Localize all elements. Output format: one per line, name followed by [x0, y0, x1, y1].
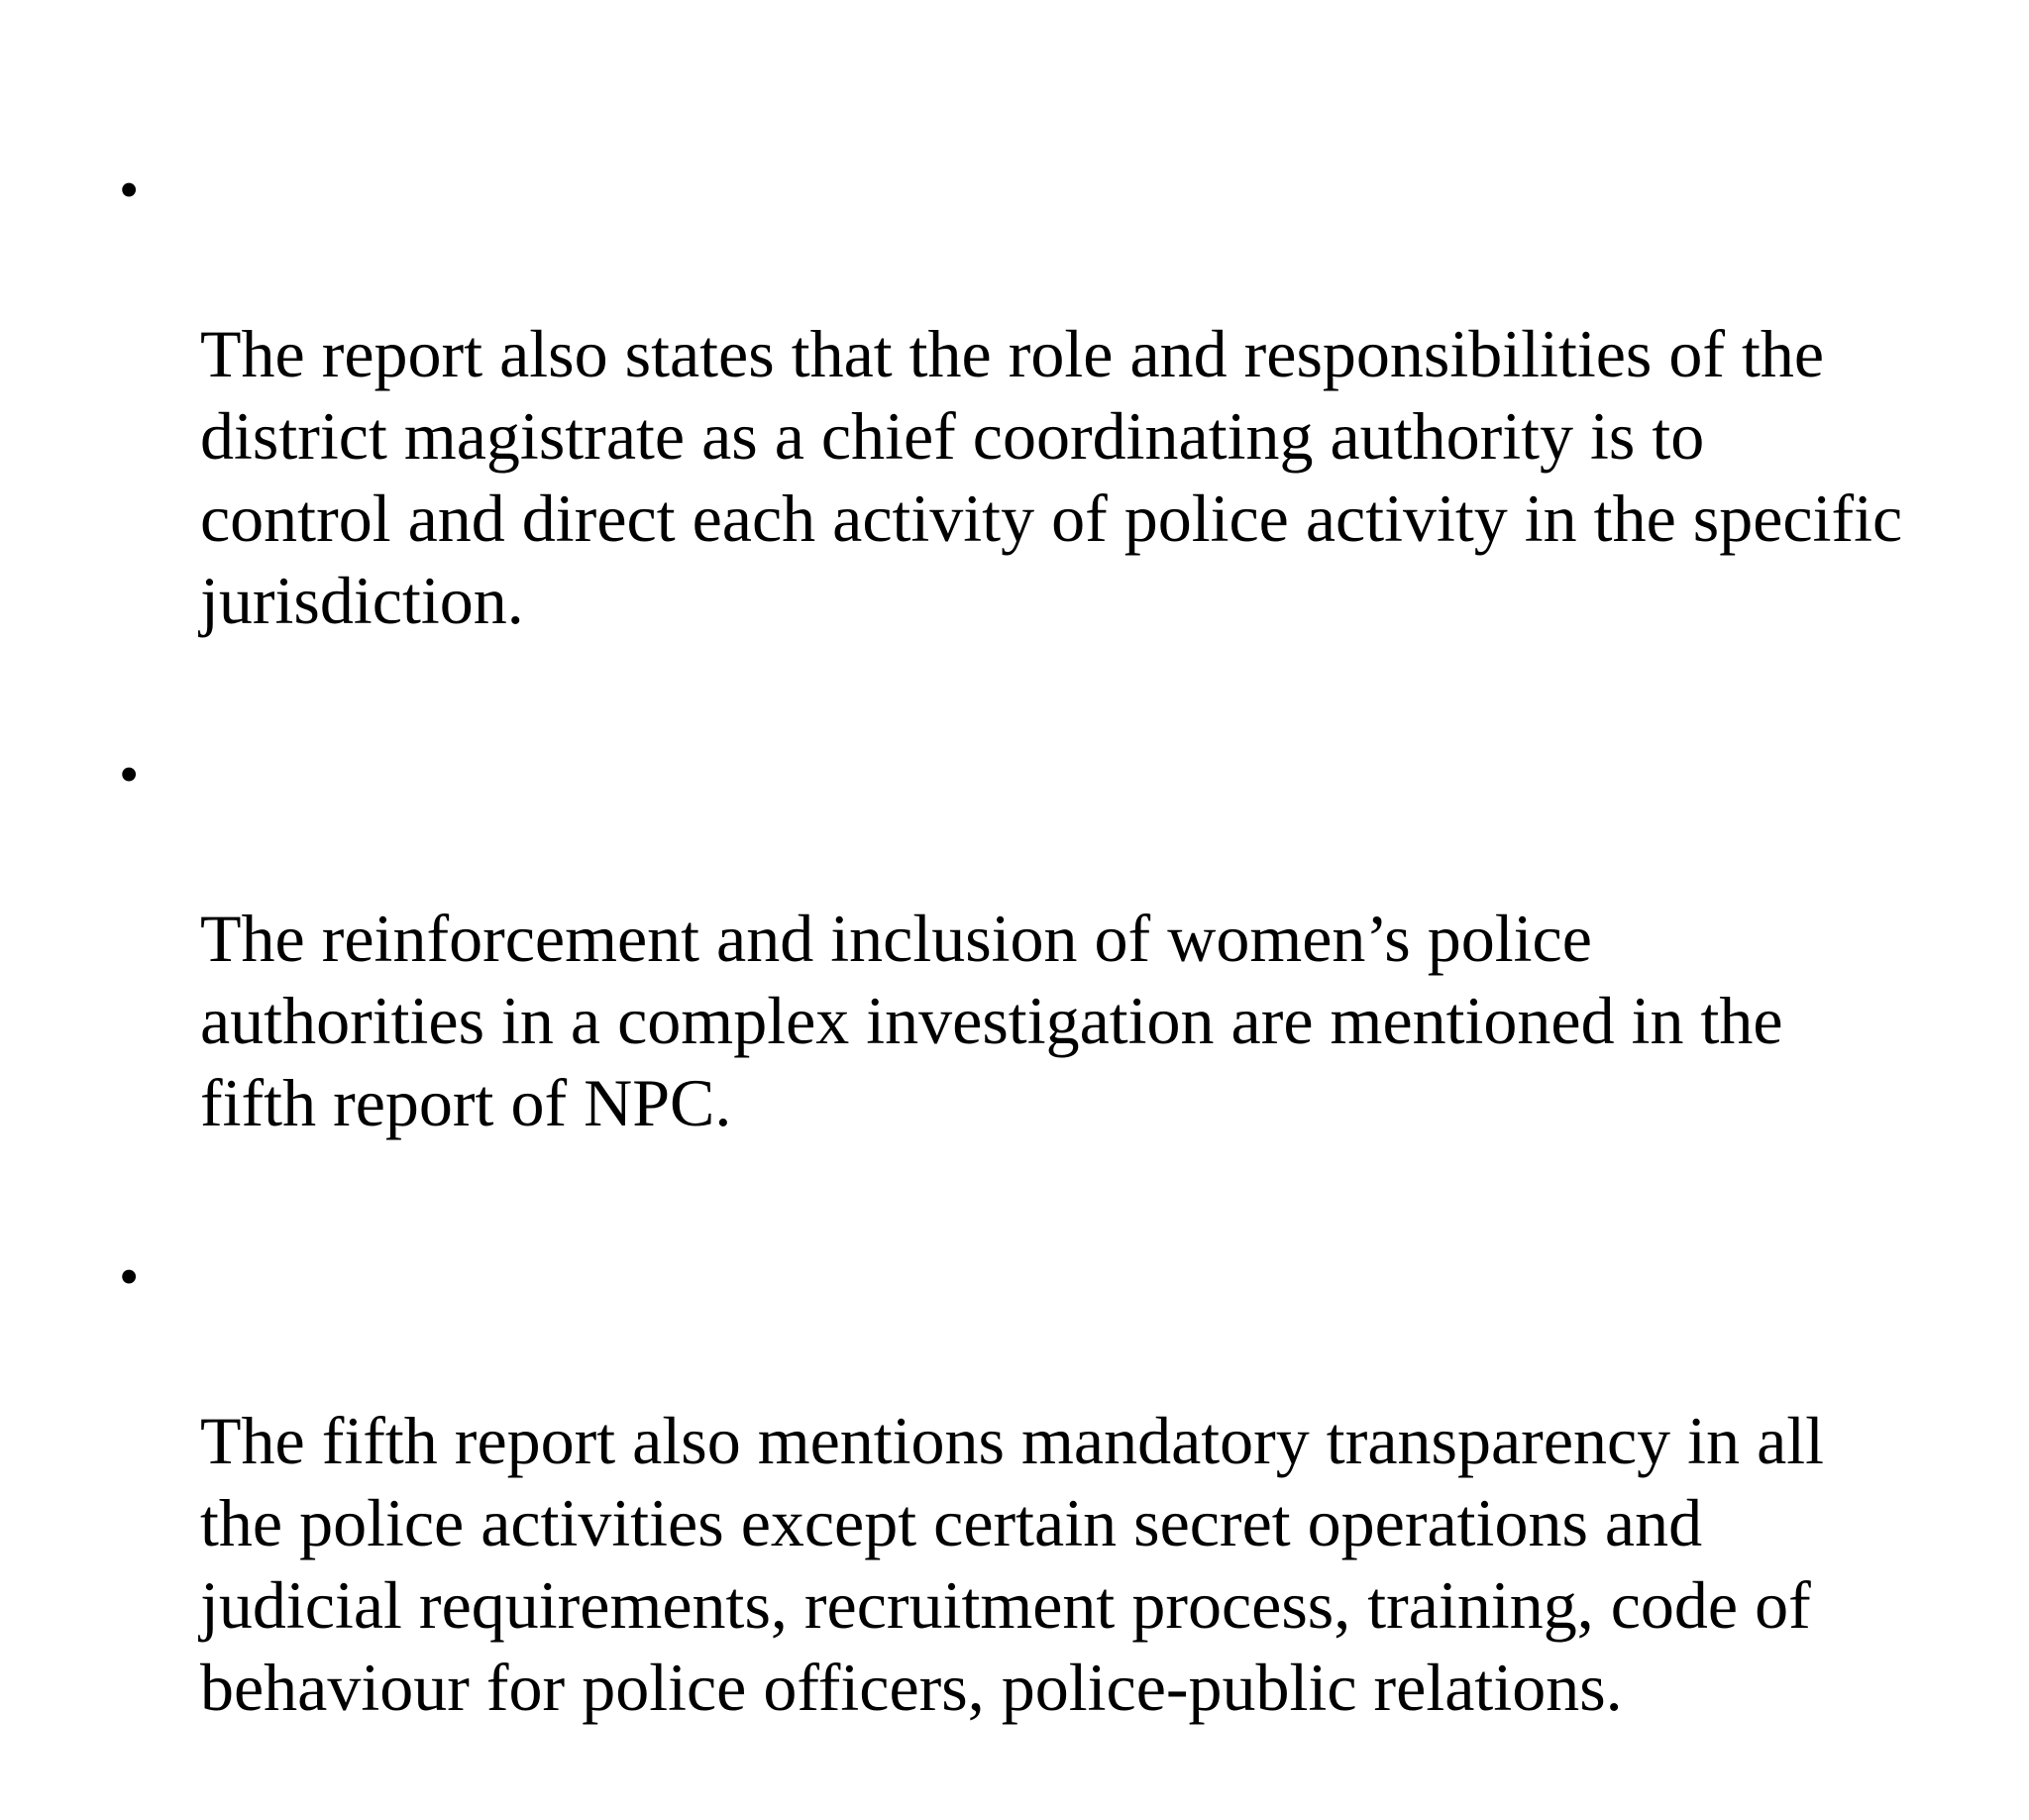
bullet-text: The reinforcement and inclusion of women’s police authorities in a complex investigation are mentioned in the fifth report of NPC. [200, 901, 1783, 1140]
bullet-text: The fifth report also mentions mandatory transparency in all the police activities except certain secret operations and judicial requirements, recruitment process, training, code of behaviour for police officers, police-public relations. [200, 1403, 1825, 1725]
bullet-item-transparency [119, 1235, 1981, 1811]
bullet-text: The report also states that the role and responsibilities of the district magistrate as a chief coordinating authority is to control and direct each activity of police activity in the specific jurisdiction. [200, 316, 1903, 638]
bullet-marker: • [119, 742, 140, 806]
bullet-marker: • [119, 1244, 140, 1309]
bullet-item-role-responsibilities [119, 149, 1981, 724]
bullet-marker: • [119, 158, 140, 222]
bullet-item-women-police [119, 733, 1981, 1227]
bullet-list [119, 149, 1981, 1820]
